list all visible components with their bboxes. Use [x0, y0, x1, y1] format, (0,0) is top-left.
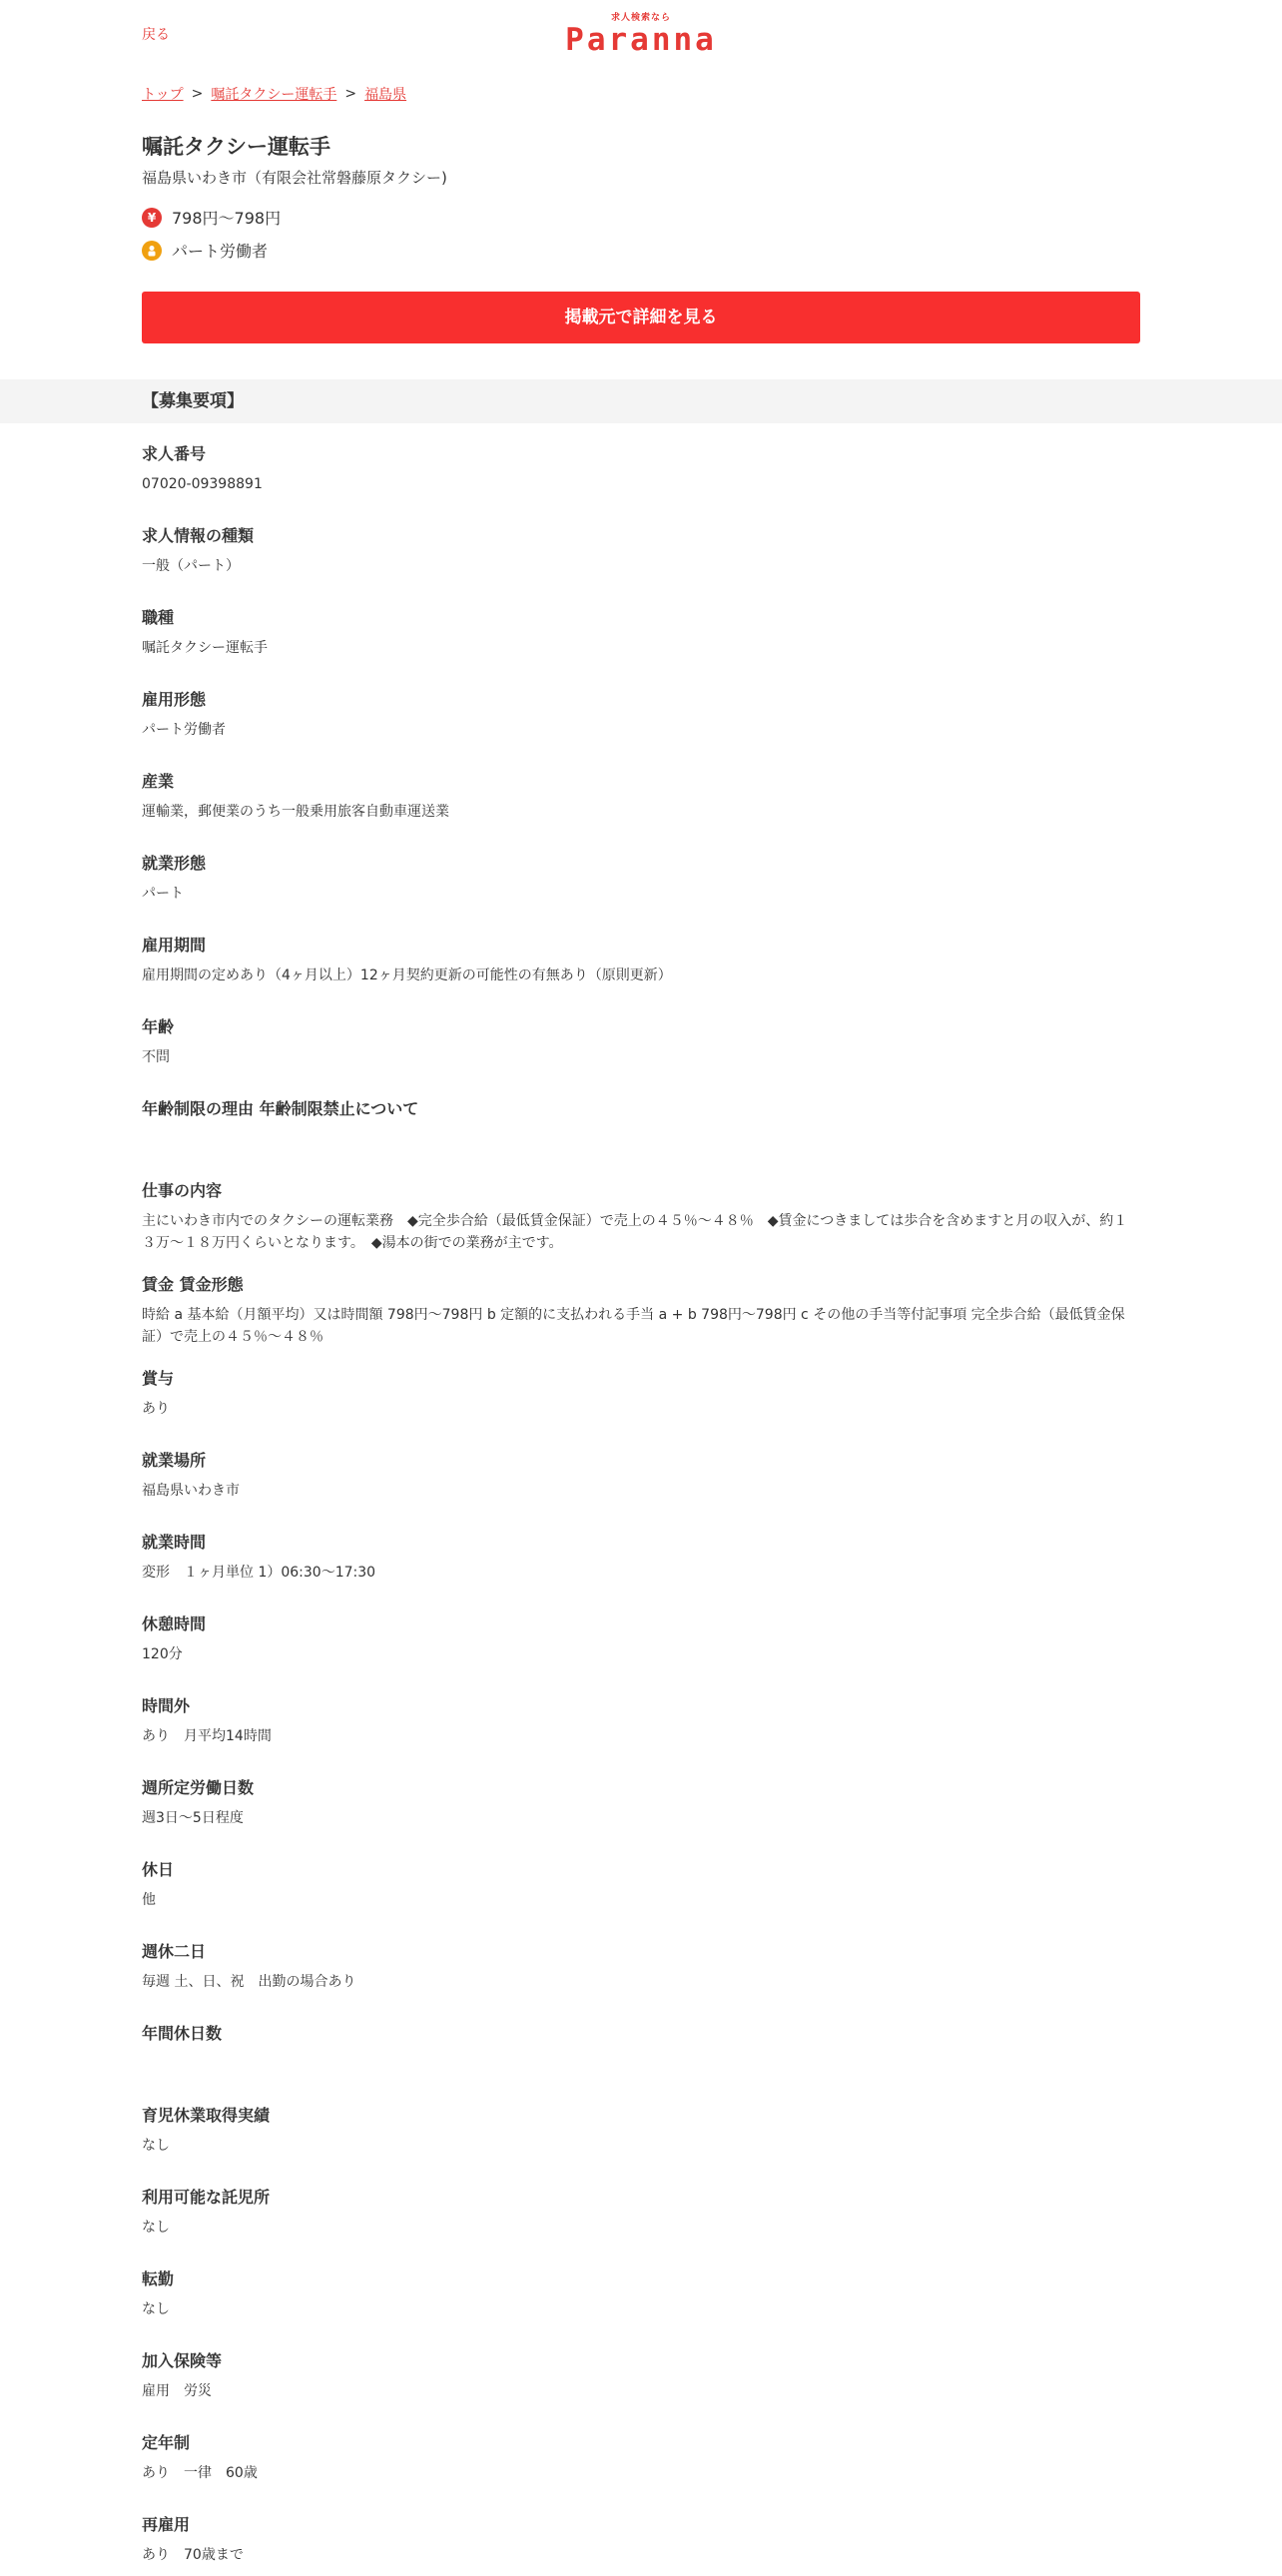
- field-label: 休日: [142, 1860, 175, 1880]
- breadcrumb-separator: >: [191, 86, 204, 102]
- field-value: 他: [142, 1892, 156, 1909]
- field-value: なし: [142, 2301, 170, 2318]
- detail-field: [142, 1274, 1140, 1348]
- detail-field: [142, 1777, 1140, 1839]
- detail-field: [142, 689, 1140, 751]
- wage-text: 798円～798円: [172, 209, 282, 229]
- field-value: なし: [142, 2138, 170, 2155]
- field-label: 産業: [142, 772, 175, 792]
- employment-type-text: パート労働者: [172, 242, 269, 262]
- detail-field: [142, 1450, 1140, 1512]
- field-value: 一般（パート）: [142, 558, 240, 575]
- field-label: 就業場所: [142, 1451, 207, 1471]
- field-value: 運輸業，郵便業のうち一般乗用旅客自動車運送業: [142, 804, 449, 821]
- section-header: [0, 379, 1282, 423]
- field-label: 求人番号: [142, 444, 207, 464]
- breadcrumb-item-prefecture[interactable]: 福島県: [364, 87, 407, 103]
- field-label: 仕事の内容: [142, 1181, 223, 1201]
- field-value: 雇用 労災: [142, 2383, 212, 2400]
- view-details-button[interactable]: 掲載元で詳細を見る: [142, 292, 1140, 343]
- detail-field: [142, 853, 1140, 915]
- detail-field: [142, 1695, 1140, 1757]
- field-value: 不問: [142, 1049, 170, 1066]
- field-label: 年齢: [142, 1017, 175, 1037]
- field-label: 雇用形態: [142, 690, 207, 710]
- field-label: 就業時間: [142, 1533, 207, 1553]
- field-value: 毎週 土、日、祝 出勤の場合あり: [142, 1974, 356, 1991]
- field-value: あり 一律 60歳: [142, 2465, 258, 2482]
- field-value: なし: [142, 2220, 170, 2237]
- field-label: 求人情報の種類: [142, 526, 255, 546]
- breadcrumb: [142, 84, 1140, 104]
- detail-field: [142, 2023, 1140, 2085]
- breadcrumb-separator: >: [344, 86, 357, 102]
- detail-field: [142, 607, 1140, 669]
- detail-field: [142, 2105, 1140, 2167]
- field-value: 週3日～5日程度: [142, 1810, 244, 1827]
- field-value: 時給 a 基本給（月額平均）又は時間額 798円～798円 b 定額的に支払われる手当 a + b 798円～798円 c その他の手当等付記事項 完全歩合給（最低賃金保証）で売上の４５％～４８％: [142, 1307, 1125, 1346]
- field-value: 雇用期間の定めあり（4ヶ月以上）12ヶ月契約更新の可能性の有無あり（原則更新）: [142, 967, 672, 984]
- detail-field: [142, 443, 1140, 505]
- job-location: 福島県いわき市（有限会社常磐藤原タクシー): [142, 169, 447, 188]
- field-value: 変形 １ヶ月単位 1）06:30～17:30: [142, 1565, 376, 1582]
- detail-field: [142, 1859, 1140, 1921]
- logo-text: Paranna: [565, 22, 717, 58]
- field-label: 雇用期間: [142, 936, 207, 956]
- detail-field: [142, 2187, 1140, 2249]
- field-value: あり 月平均14時間: [142, 1728, 272, 1745]
- field-label: 賞与: [142, 1369, 175, 1389]
- field-label: 週所定労働日数: [142, 1778, 255, 1798]
- detail-field: [142, 1613, 1140, 1675]
- field-label: 転勤: [142, 2269, 175, 2289]
- detail-field: [142, 525, 1140, 587]
- field-label: 賃金 賃金形態: [142, 1275, 244, 1295]
- job-title: 嘱託タクシー運転手: [142, 135, 330, 159]
- field-value: 主にいわき市内でのタクシーの運転業務 ◆完全歩合給（最低賃金保証）で売上の４５％～４８％ ◆賃金につきましては歩合を含めますと月の収入が、約１３万～１８万円くらいとなります。 ◆湯本の街での業務が主です。: [142, 1213, 1128, 1252]
- detail-field: [142, 2268, 1140, 2330]
- header: [142, 0, 1140, 72]
- field-label: 職種: [142, 608, 175, 628]
- field-label: 年齢制限の理由 年齢制限禁止について: [142, 1099, 419, 1119]
- logo-tagline: 求人検索なら: [610, 13, 671, 23]
- field-value: 120分: [142, 1646, 183, 1663]
- field-label: 年間休日数: [142, 2024, 223, 2044]
- field-label: 再雇用: [142, 2515, 191, 2535]
- job-details: [142, 443, 1140, 2576]
- field-value: 07020-09398891: [142, 476, 263, 493]
- breadcrumb-item-job[interactable]: 嘱託タクシー運転手: [211, 87, 337, 103]
- field-label: 就業形態: [142, 854, 207, 874]
- detail-field: [142, 1368, 1140, 1430]
- employment-row: [142, 239, 1140, 262]
- breadcrumb-item-top[interactable]: トップ: [142, 87, 184, 103]
- detail-field: [142, 935, 1140, 996]
- field-label: 週休二日: [142, 1942, 207, 1962]
- detail-field: [142, 1180, 1140, 1254]
- field-value: あり 70歳まで: [142, 2547, 244, 2564]
- field-label: 利用可能な託児所: [142, 2188, 271, 2208]
- field-value: あり: [142, 1401, 170, 1418]
- detail-field: [142, 1098, 1140, 1160]
- wage-row: [142, 206, 1140, 229]
- detail-field: [142, 1941, 1140, 2003]
- field-value: 嘱託タクシー運転手: [142, 640, 268, 657]
- field-label: 休憩時間: [142, 1614, 207, 1634]
- field-label: 育児休業取得実績: [142, 2106, 271, 2126]
- person-icon: [142, 241, 162, 261]
- yen-icon: ¥: [142, 208, 162, 228]
- field-value: 福島県いわき市: [142, 1483, 240, 1500]
- field-label: 時間外: [142, 1696, 191, 1716]
- detail-field: [142, 771, 1140, 833]
- detail-field: [142, 2350, 1140, 2412]
- field-value: パート: [142, 886, 184, 903]
- field-label: 加入保険等: [142, 2351, 223, 2371]
- field-value: パート労働者: [142, 722, 226, 739]
- section-title: 【募集要項】: [142, 391, 244, 412]
- detail-field: [142, 2432, 1140, 2494]
- detail-field: [142, 1532, 1140, 1594]
- field-label: 定年制: [142, 2433, 191, 2453]
- back-link[interactable]: 戻る: [142, 27, 170, 43]
- detail-field: [142, 2514, 1140, 2576]
- logo[interactable]: [551, 12, 731, 56]
- detail-field: [142, 1016, 1140, 1078]
